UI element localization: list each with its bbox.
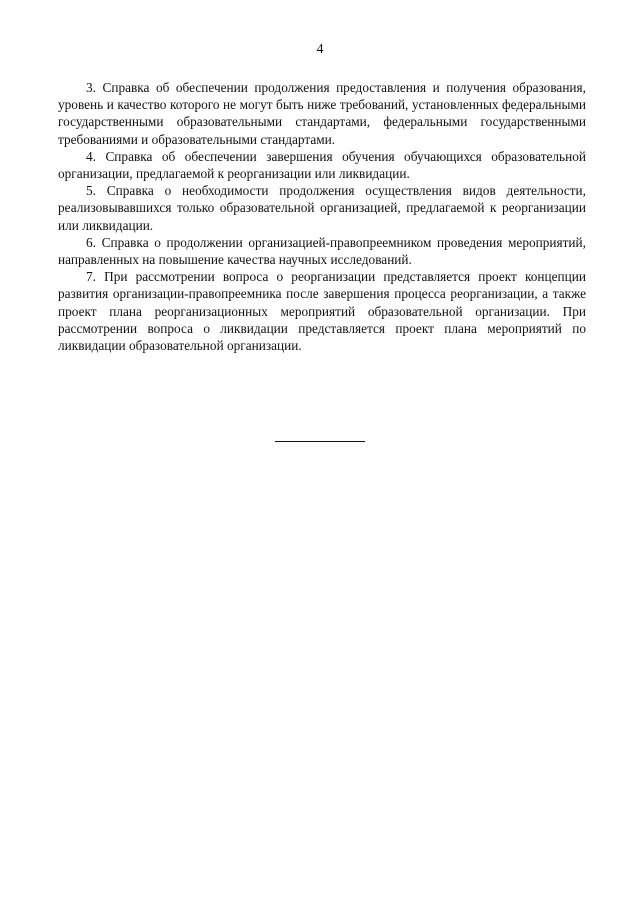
paragraph-item-3: 3. Справка об обеспечении продолжения предоставления и получения образования, уровень и качество которого не могут быть ниже требований, установленных федеральными государственными образовательными стандартами, федеральными государственными требованиями и образовательными стандартами. — [58, 80, 586, 147]
page-number: 4 — [316, 42, 324, 57]
end-of-document-rule — [275, 441, 365, 442]
paragraph-item-4: 4. Справка об обеспечении завершения обучения обучающихся образовательной организации, предлагаемой к реорганизации или ликвидации. — [58, 148, 586, 182]
paragraph-item-5: 5. Справка о необходимости продолжения осуществления видов деятельности, реализовывавшихся только образовательной организацией, предлагаемой к реорганизации или ликвидации. — [58, 183, 586, 233]
paragraph-item-7: 7. При рассмотрении вопроса о реорганизации представляется проект концепции развития организации-правопреемника после завершения процесса реорганизации, а также проект плана реорганизационных мероприятий образовательной организации. При рассмотрении вопроса о ликвидации представляется проект плана мероприятий по ликвидации образовательной организации. — [58, 269, 586, 354]
paragraph-item-6: 6. Справка о продолжении организацией-правопреемником проведения мероприятий, направленных на повышение качества научных исследований. — [58, 234, 586, 268]
document-body — [58, 79, 586, 354]
